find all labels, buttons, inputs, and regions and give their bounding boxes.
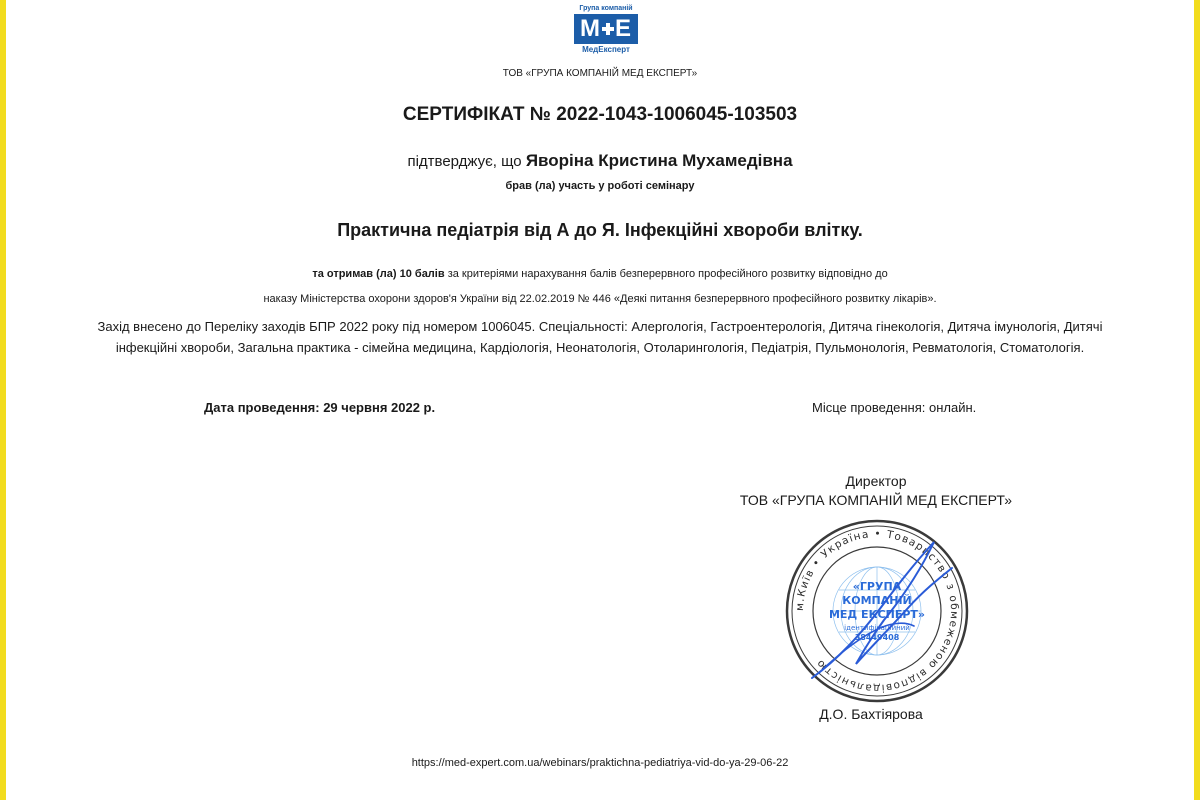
logo-mark-left: М (579, 15, 601, 42)
certificate-title: СЕРТИФІКАТ № 2022-1043-1006045-103503 (402, 104, 798, 125)
director-title: Директор (845, 473, 907, 489)
company-seal-icon (784, 518, 970, 704)
confirm-line (6, 151, 1194, 171)
logo-top-text: Група компаній (579, 5, 633, 12)
seal-code: 38449408 (854, 633, 900, 642)
plus-icon (602, 23, 614, 35)
confirm-prefix: підтверджує, що (407, 153, 522, 170)
logo-bottom-text: МедЕксперт (582, 45, 630, 54)
order-line: наказу Міністерства охорони здоров'я України від 22.02.2019 № 446 «Деякі питання безперервного професійного розвитку лікарів». (263, 293, 937, 305)
seal-inner-text-3: МЕД ЕКСПЕРТ» (828, 608, 926, 621)
participation-text: брав (ла) участь у роботі семінару (505, 180, 695, 192)
event-date: Дата проведення: 29 червня 2022 р. (204, 400, 436, 415)
signer-name: Д.О. Бахтіярова (819, 706, 923, 722)
participant-name: Яворіна Кристина Мухамедівна (525, 151, 793, 170)
points-rest: за критеріями нарахування балів безперервного професійного розвитку відповідно до (447, 268, 888, 280)
company-logo (571, 4, 641, 55)
seminar-title: Практична педіатрія від А до Я. Інфекційні хвороби влітку. (337, 220, 863, 240)
register-text: Захід внесено до Переліку заходів БПР 2022 року під номером 1006045. Спеціальності: Алергологія, Гастроентерологія, Дитяча гінекологія, Дитяча імунологія, Дитячі інфекційні хвороби, Загальна практика - сімейна медицина, Кардіологія, Неонатологія, Отоларингологія, Педіатрія, Пульмонологія, Ревматологія, Стоматологія. (97, 319, 1103, 355)
points-line (6, 268, 1194, 280)
logo-mark (574, 14, 638, 44)
certificate-url: https://med-expert.com.ua/webinars/praktichna-pediatriya-vid-do-ya-29-06-22 (411, 757, 789, 769)
director-company: ТОВ «ГРУПА КОМПАНІЙ МЕД ЕКСПЕРТ» (739, 492, 1013, 508)
seal-ring-text: м.Київ • Україна • Товариство з обмеженою відповідальністю (793, 527, 961, 695)
seal-inner-text-2: КОМПАНІЙ (842, 594, 912, 607)
points-bold: та отримав (ла) 10 балів (312, 268, 445, 280)
company-name-header: ТОВ «ГРУПА КОМПАНІЙ МЕД ЕКСПЕРТ» (502, 68, 698, 79)
event-place: Місце проведення: онлайн. (812, 400, 977, 415)
seal-inner-text-1: «ГРУПА (852, 580, 902, 593)
seal-code-label: ідентифікаційний (844, 624, 910, 632)
director-block (696, 472, 1056, 510)
logo-mark-right: Е (614, 15, 632, 42)
